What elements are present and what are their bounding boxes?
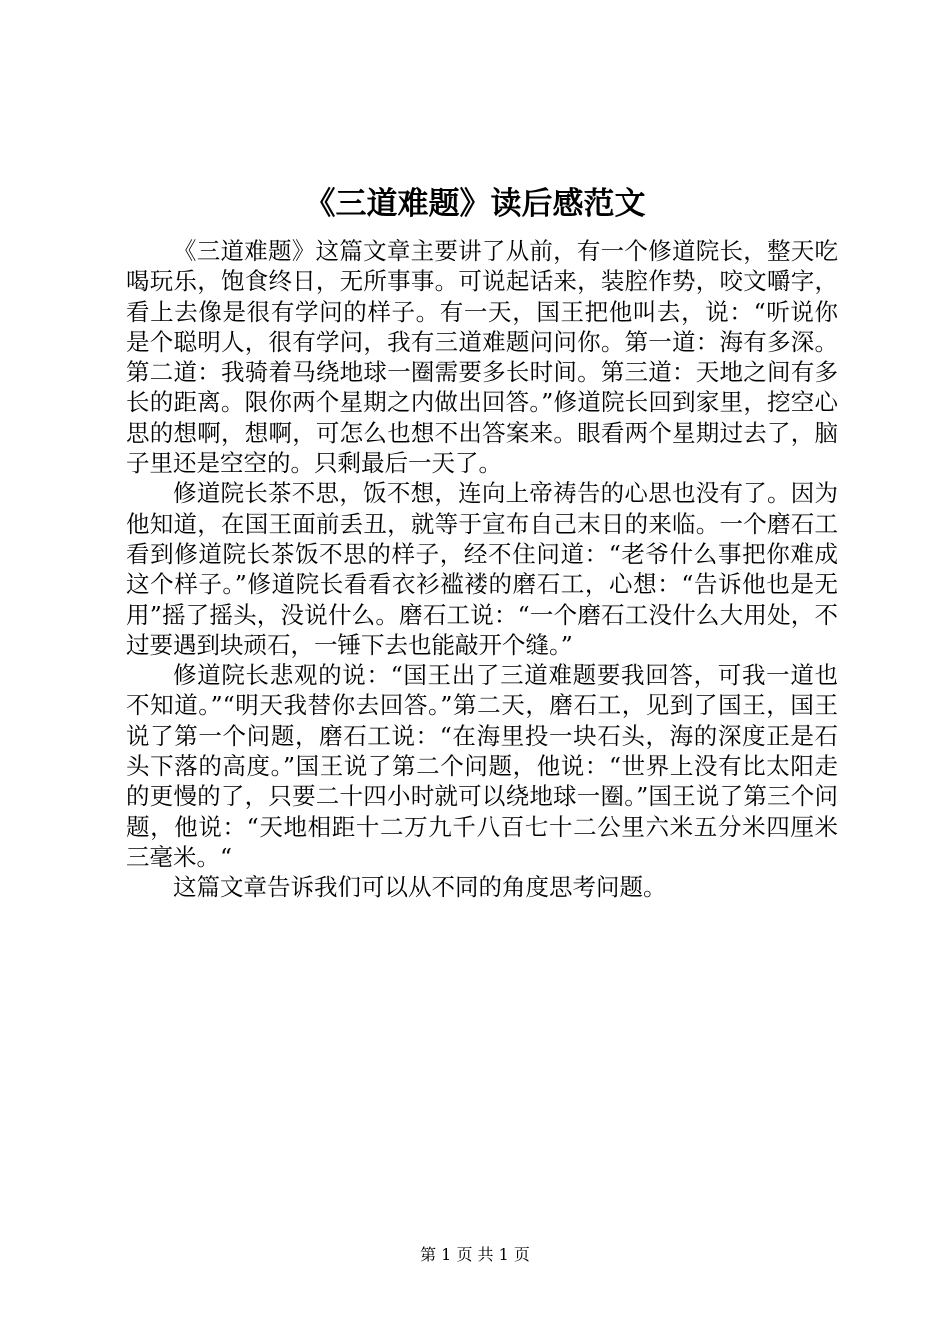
page-number-footer: 第 1 页 共 1 页 — [420, 1245, 530, 1264]
paragraph-3: 修道院长悲观的说：“国王出了三道难题要我回答，可我一道也不知道。”“明天我替你去回答。”第二天，磨石工，见到了国王，国王说了第一个问题，磨石工说：“在海里投一块石头，海的深度正是石头下落的高度。”国王说了第二个问题，他说：“世界上没有比太阳走的更慢的了，只要二十四小时就可以绕地球一圈。”国王说了第三个问题，他说：“天地相距十二万九千八百七十二公里六米五分米四厘米三毫米。“ — [126, 661, 838, 871]
document-body — [126, 236, 838, 903]
page-title: 《三道难题》读后感范文 — [304, 186, 646, 222]
paragraph-1: 《三道难题》这篇文章主要讲了从前，有一个修道院长，整天吃喝玩乐，饱食终日，无所事事。可说起话来，装腔作势，咬文嚼字，看上去像是很有学问的样子。有一天，国王把他叫去，说：“听说你是个聪明人，很有学问，我有三道难题问问你。第一道：海有多深。第二道：我骑着马绕地球一圈需要多长时间。第三道：天地之间有多长的距离。限你两个星期之内做出回答。”修道院长回到家里，挖空心思的想啊，想啊，可怎么也想不出答案来。眼看两个星期过去了，脑子里还是空空的。只剩最后一天了。 — [126, 237, 838, 478]
paragraph-2: 修道院长茶不思，饭不想，连向上帝祷告的心思也没有了。因为他知道，在国王面前丢丑，就等于宣布自己末日的来临。一个磨石工看到修道院长茶饭不思的样子，经不住问道：“老爷什么事把你难成这个样子。”修道院长看看衣衫褴褛的磨石工，心想：“告诉他也是无用”摇了摇头，没说什么。磨石工说：“一个磨石工没什么大用处，不过要遇到块顽石，一锤下去也能敲开个缝。” — [126, 479, 838, 659]
paragraph-4: 这篇文章告诉我们可以从不同的角度思考问题。 — [173, 873, 667, 902]
